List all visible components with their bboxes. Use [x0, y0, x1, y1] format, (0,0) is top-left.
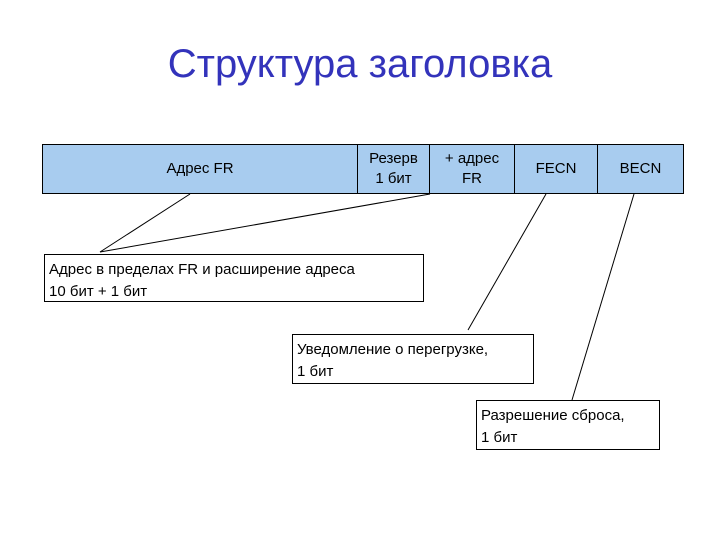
connector-address — [100, 194, 190, 252]
field-address: Адрес FR — [166, 160, 234, 177]
field-reserve: Резерв 1 бит — [369, 150, 418, 187]
annotation-address — [44, 254, 424, 302]
annotation-fecn-line1: Уведомление о перегрузке, — [297, 341, 489, 358]
annotation-becn-line1: Разрешение сброса, — [481, 407, 625, 424]
connector-ext-address — [100, 194, 430, 252]
field-becn: BECN — [619, 160, 662, 177]
slide-title: Структура заголовка — [167, 42, 553, 86]
annotation-address-line1: Адрес в пределах FR и расширение адреса — [49, 261, 355, 278]
annotation-becn — [476, 400, 660, 450]
field-ext-address: + адрес FR — [444, 150, 500, 187]
connector-becn — [572, 194, 634, 400]
annotation-address-line2: 10 бит + 1 бит — [49, 283, 148, 300]
field-fecn: FECN — [535, 160, 577, 177]
connector-fecn — [468, 194, 546, 330]
annotation-fecn-line2: 1 бит — [297, 363, 334, 380]
annotation-fecn — [292, 334, 534, 384]
annotation-becn-line2: 1 бит — [481, 429, 518, 446]
